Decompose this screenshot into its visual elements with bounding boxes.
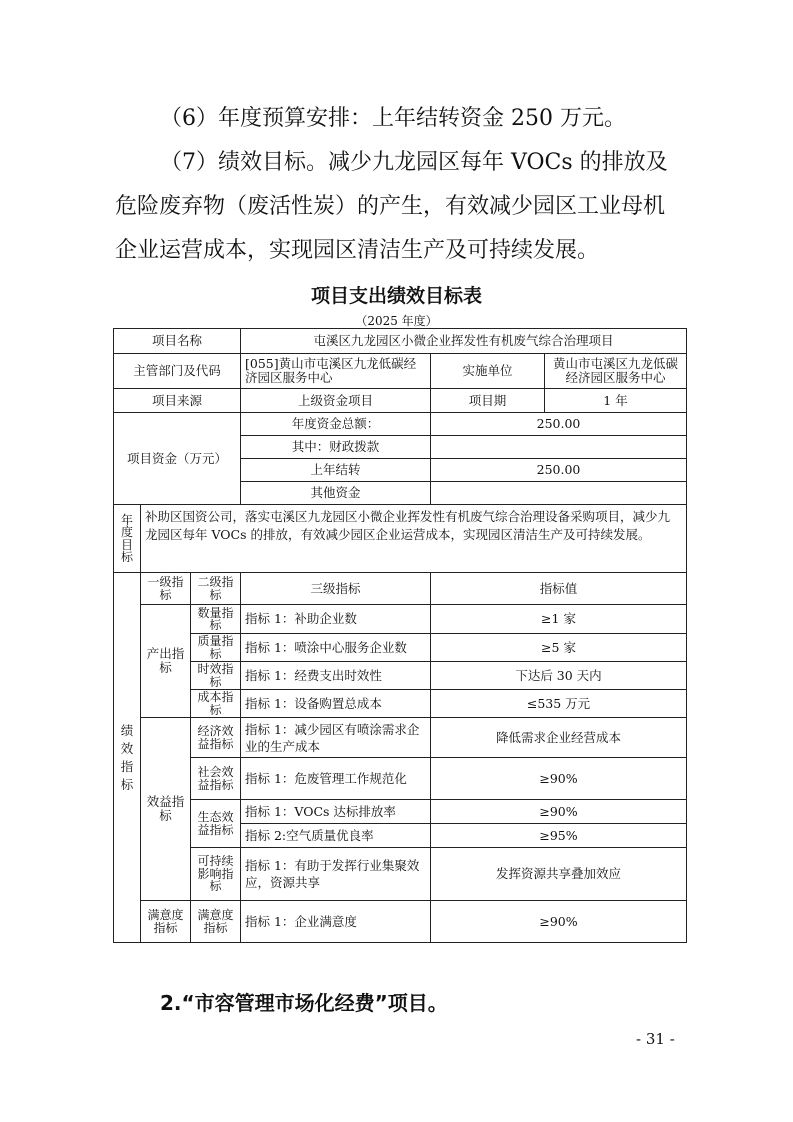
quantity-value: ≥1 家 <box>431 605 687 634</box>
project-name-value: 屯溪区九龙园区小微企业挥发性有机废气综合治理项目 <box>241 329 687 354</box>
paragraph-budget: （6）年度预算安排：上年结转资金 250 万元。 <box>160 106 626 131</box>
satisfaction-value: ≥90% <box>431 901 687 943</box>
impl-value: 黄山市屯溪区九龙低碳经济园区服务中心 <box>545 354 687 389</box>
table-row <box>114 690 687 718</box>
social-name: 指标 1：危废管理工作规范化 <box>241 758 431 800</box>
satisfaction-name: 指标 1：企业满意度 <box>241 901 431 943</box>
output-indicators-label: 产出指标 <box>141 605 191 718</box>
project-name-label: 项目名称 <box>114 329 241 354</box>
performance-target-table <box>113 328 687 943</box>
funds-label: 项目资金（万元） <box>114 413 241 505</box>
annual-goal-label: 年度目标 <box>114 505 141 573</box>
header-value: 指标值 <box>431 573 687 605</box>
table-row <box>114 505 687 573</box>
funds-carryover-value: 250.00 <box>431 459 687 482</box>
table-subtitle: （2025 年度） <box>355 314 438 328</box>
perf-indicators-label: 绩效指标 <box>114 573 141 943</box>
funds-total-value: 250.00 <box>431 413 687 436</box>
funds-fiscal-value <box>431 436 687 459</box>
satisfaction-label: 满意度指标 <box>141 901 191 943</box>
table-row <box>114 758 687 800</box>
dept-label: 主管部门及代码 <box>114 354 241 389</box>
impl-label: 实施单位 <box>431 354 545 389</box>
annual-goal-text: 补助区国资公司，落实屯溪区九龙园区小微企业挥发性有机废气综合治理设备采购项目，减少九龙园区每年 VOCs 的排放，有效减少园区企业运营成本，实现园区清洁生产及可持续发展。 <box>141 505 687 573</box>
paragraph-goal-line2: 危险废弃物（废活性炭）的产生，有效减少园区工业母机 <box>115 194 666 219</box>
timeliness-value: 下达后 30 天内 <box>431 662 687 690</box>
table-row <box>114 413 687 436</box>
eco1-value: ≥90% <box>431 800 687 824</box>
dept-value: [055]黄山市屯溪区九龙低碳经济园区服务中心 <box>241 354 431 389</box>
sustain-name: 指标 1：有助于发挥行业集聚效应，资源共享 <box>241 848 431 901</box>
table-row <box>114 800 687 824</box>
period-label: 项目期 <box>431 389 545 413</box>
funds-other-label: 其他资金 <box>241 482 431 505</box>
economic-value: 降低需求企业经营成本 <box>431 718 687 758</box>
table-row <box>114 329 687 354</box>
funds-total-label: 年度资金总额： <box>241 413 431 436</box>
satisfaction-sub: 满意度指标 <box>191 901 241 943</box>
eco2-name: 指标 2:空气质量优良率 <box>241 824 431 848</box>
funds-fiscal-label: 其中：财政拨款 <box>241 436 431 459</box>
table-row <box>114 718 687 758</box>
quality-sub: 质量指标 <box>191 634 241 662</box>
table-row <box>114 389 687 413</box>
timeliness-sub: 时效指标 <box>191 662 241 690</box>
quality-name: 指标 1：喷涂中心服务企业数 <box>241 634 431 662</box>
quantity-sub: 数量指标 <box>191 605 241 634</box>
economic-name: 指标 1：减少园区有喷涂需求企业的生产成本 <box>241 718 431 758</box>
page-number: - 31 - <box>636 1030 675 1048</box>
table-row <box>114 354 687 389</box>
sustain-sub: 可持续影响指标 <box>191 848 241 901</box>
cost-sub: 成本指标 <box>191 690 241 718</box>
social-value: ≥90% <box>431 758 687 800</box>
funds-other-value <box>431 482 687 505</box>
timeliness-name: 指标 1：经费支出时效性 <box>241 662 431 690</box>
source-label: 项目来源 <box>114 389 241 413</box>
table-row <box>114 605 687 634</box>
source-value: 上级资金项目 <box>241 389 431 413</box>
eco1-name: 指标 1：VOCs 达标排放率 <box>241 800 431 824</box>
section-heading: 2.“市容管理市场化经费”项目。 <box>160 991 448 1015</box>
quality-value: ≥5 家 <box>431 634 687 662</box>
funds-carryover-label: 上年结转 <box>241 459 431 482</box>
paragraph-goal-line1: （7）绩效目标。减少九龙园区每年 VOCs 的排放及 <box>160 150 668 175</box>
table-row <box>114 634 687 662</box>
benefit-indicators-label: 效益指标 <box>141 718 191 901</box>
table-row <box>114 662 687 690</box>
eco-sub: 生态效益指标 <box>191 800 241 848</box>
header-level1: 一级指标 <box>141 573 191 605</box>
social-sub: 社会效益指标 <box>191 758 241 800</box>
table-row <box>114 848 687 901</box>
period-value: 1 年 <box>545 389 687 413</box>
cost-value: ≤535 万元 <box>431 690 687 718</box>
paragraph-goal-line3: 企业运营成本，实现园区清洁生产及可持续发展。 <box>115 238 600 263</box>
cost-name: 指标 1：设备购置总成本 <box>241 690 431 718</box>
quantity-name: 指标 1：补助企业数 <box>241 605 431 634</box>
header-level3: 三级指标 <box>241 573 431 605</box>
sustain-value: 发挥资源共享叠加效应 <box>431 848 687 901</box>
table-row <box>114 901 687 943</box>
eco2-value: ≥95% <box>431 824 687 848</box>
economic-sub: 经济效益指标 <box>191 718 241 758</box>
table-row <box>114 573 687 605</box>
header-level2: 二级指标 <box>191 573 241 605</box>
table-title: 项目支出绩效目标表 <box>310 285 482 307</box>
